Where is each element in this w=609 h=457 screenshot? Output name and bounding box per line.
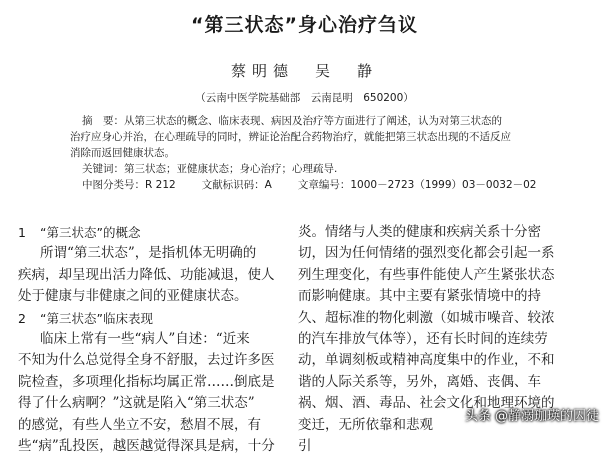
body-line: 些“病”乱投医，越医越觉得深具是病，十分 bbox=[18, 438, 275, 455]
watermark: 头条 @静溺珈瑛的囚徒 bbox=[464, 409, 599, 424]
paper-title: “第三状态”身心治疗刍议 bbox=[191, 14, 418, 36]
body-line: 切，因为任何情绪的强烈变化都会引起一系 bbox=[298, 245, 554, 262]
body-line: 院检查，多项理化指标均属正常……倒底是 bbox=[18, 373, 275, 390]
classification-row bbox=[82, 177, 540, 193]
abstract-block bbox=[70, 113, 540, 193]
body-line: 列生理变化，有些事件能使人产生紧张状态 bbox=[298, 266, 554, 283]
body-line: 不知为什么总觉得全身不舒服，去过许多医 bbox=[18, 352, 275, 369]
body-line: 炎。情绪与人类的健康和疾病关系十分密 bbox=[298, 224, 541, 240]
section-title: “第三状态”临床表现 bbox=[40, 310, 153, 326]
body-line: 引 bbox=[298, 438, 312, 455]
body-line: 谐的人际关系等，另外，离婚、丧偶、车 bbox=[298, 373, 541, 390]
section-heading bbox=[18, 308, 280, 329]
paper-authors: 蔡明德 吴 静 bbox=[230, 62, 378, 80]
body-line: 的汽车排放气体等），还有长时间的连续劳 bbox=[298, 331, 548, 348]
body-line: 动，单调刻板或精神高度集中的作业，不和 bbox=[298, 352, 554, 369]
body-line: 处于健康与非健康之间的亚健康状态。 bbox=[18, 288, 248, 305]
keywords: 关键词：第三状态；亚健康状态；身心治疗；心理疏导. bbox=[82, 163, 338, 175]
body-line: 所谓“第三状态”，是指机体无明确的 bbox=[40, 245, 257, 262]
body-line: 祸、烟、酒、毒品、社会文化和地理环境的 bbox=[298, 395, 554, 412]
classification-number: 中图分类号：R 212 bbox=[82, 179, 176, 191]
section-number: 2 bbox=[18, 310, 26, 326]
body-line: 变迁，无所依靠和悲观 bbox=[298, 416, 433, 433]
article-number: 文章编号：1000－2723（1999）03－0032－02 bbox=[297, 179, 537, 191]
body-line: 得了什么病啊？”这就是陷入“第三状态” bbox=[18, 395, 255, 412]
author-affiliation: （云南中医学院基础部 云南昆明 650200） bbox=[195, 92, 414, 104]
body-line: 而影响健康。其中主要有紧张情境中的持 bbox=[298, 288, 541, 305]
left-column bbox=[18, 222, 280, 457]
abstract-line: 治疗应身心并治，在心理疏导的同时，辨证论治配合药物治疗，就能把第三状态出现的不适反应 bbox=[70, 131, 511, 143]
section-heading bbox=[18, 222, 280, 243]
body-line: 临床上常有一些“病人”自述：“近来 bbox=[40, 331, 250, 348]
document-code: 文献标识码：A bbox=[201, 179, 272, 191]
section-number: 1 bbox=[18, 225, 26, 240]
body-line: 疾病，却呈现出活力降低、功能减退，使人 bbox=[18, 266, 275, 283]
body-line: 的感觉，有些人坐立不安，愁眉不展，有 bbox=[18, 416, 261, 433]
section-title: “第三状态”的概念 bbox=[40, 225, 141, 240]
abstract-line: 摘 要：从第三状态的概念、临床表现、病因及治疗等方面进行了阐述，认为对第三状态的 bbox=[82, 115, 502, 127]
body-line: 久、超标准的物化刺激（如城市噪音、较浓 bbox=[298, 309, 554, 326]
abstract-line: 消除而返回健康状态。 bbox=[70, 147, 175, 159]
